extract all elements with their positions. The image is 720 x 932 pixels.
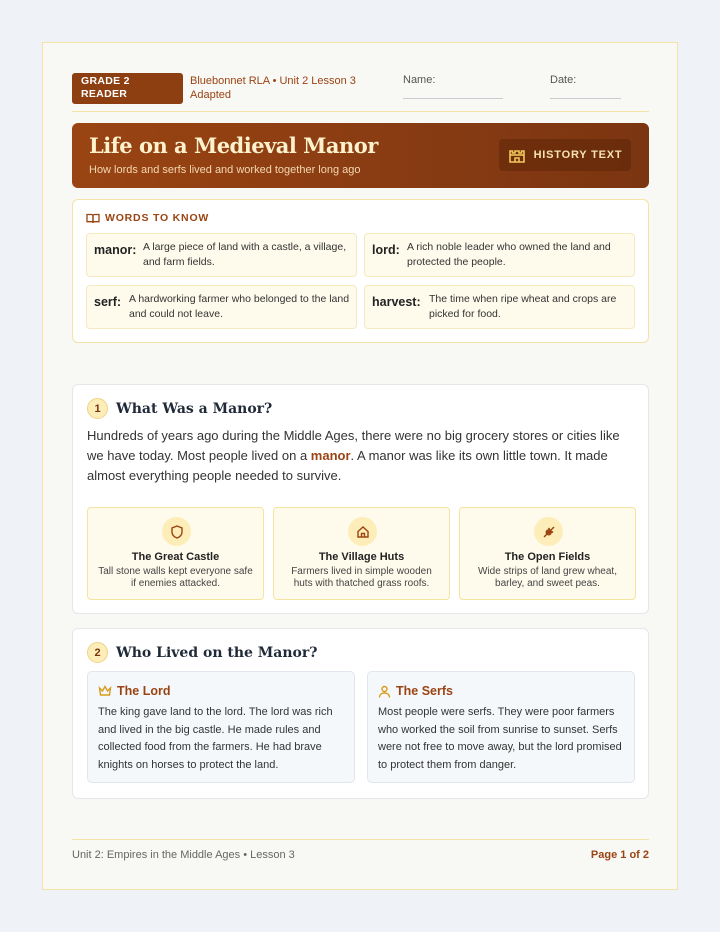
history-text-label: HISTORY TEXT [533, 149, 623, 161]
feature-description: Tall stone walls kept everyone safe if enemies attacked. [98, 566, 253, 589]
wheat-icon [534, 517, 563, 546]
feature-card-fields [459, 507, 636, 600]
feature-description: Wide strips of land grew wheat, barley, and sweet peas. [478, 566, 617, 589]
section-title: What Was a Manor? [116, 401, 273, 417]
footer-unit-label: Unit 2: Empires in the Middle Ages • Lesson 3 [72, 849, 295, 861]
highlight-word-manor: manor [310, 448, 351, 463]
worksheet-page [42, 42, 678, 890]
feature-title: The Village Huts [318, 551, 405, 563]
serfs-card-title [378, 684, 453, 698]
worksheet-footer [72, 839, 649, 869]
book-icon [86, 213, 100, 224]
lord-description: The king gave land to the lord. The lord was rich and lived in the big castle. He made rules and collected food from the farmers. He had brave knights on horses to protect the land. [98, 706, 333, 771]
section-number: 1 [87, 398, 108, 419]
course-label: Bluebonnet RLA • Unit 2 Lesson 3 Adapted [190, 75, 356, 101]
date-label: Date: [550, 74, 577, 86]
feature-card-huts [273, 507, 450, 600]
lord-title-text: The Lord [117, 684, 171, 698]
date-field[interactable] [550, 74, 576, 86]
vocab-card-serf [86, 285, 357, 329]
vocab-definition: The time when ripe wheat and crops are picked for food. [429, 293, 617, 320]
feature-card-castle [87, 507, 264, 600]
paragraph-text: Hundreds of years ago during the Middle Ages, there were no big grocery stores or cities like we have today. Most people lived on a [87, 428, 620, 463]
feature-title: The Great Castle [131, 551, 220, 563]
words-to-know-label: WORDS TO KNOW [105, 212, 210, 224]
vocab-word: lord: [372, 243, 400, 257]
words-to-know-heading [86, 212, 209, 224]
name-line [403, 98, 503, 99]
history-text-tag [499, 139, 631, 171]
vocab-word: harvest: [372, 295, 421, 309]
paragraph-text: . A manor was like its own little town. It made almost everything people needed to survive. [87, 448, 608, 483]
name-label: Name: [403, 74, 436, 86]
vocab-definition: A hardworking farmer who belonged to the land and could not leave. [129, 293, 350, 320]
vocab-definition: A rich noble leader who owned the land and protected the people. [407, 241, 611, 268]
feature-title: The Open Fields [504, 551, 591, 563]
castle-icon [508, 147, 526, 163]
vocab-word: serf: [94, 295, 122, 309]
house-icon [348, 517, 377, 546]
serfs-description: Most people were serfs. They were poor farmers who worked the soil from sunrise to sunset. Serfs were not free to move away, but the lord promised to protect them from danger. [378, 706, 622, 771]
words-to-know-box [72, 199, 649, 343]
page-subtitle: How lords and serfs lived and worked together long ago [89, 164, 361, 176]
vocab-card-harvest [364, 285, 635, 329]
serfs-card [367, 671, 635, 783]
lord-card [87, 671, 355, 783]
section-paragraph [87, 426, 637, 486]
feature-description: Farmers lived in simple wooden huts with thatched grass roofs. [291, 566, 432, 589]
section-number: 2 [87, 642, 108, 663]
section-who-lived-on-the-manor [72, 628, 649, 799]
vocab-word: manor: [94, 243, 137, 257]
title-banner [72, 123, 649, 188]
crown-icon [98, 685, 112, 697]
vocab-definition: A large piece of land with a castle, a village, and farm fields. [143, 241, 347, 268]
shield-icon [162, 517, 191, 546]
page-title: Life on a Medieval Manor [89, 133, 378, 158]
date-line [550, 98, 621, 99]
section-title: Who Lived on the Manor? [116, 645, 318, 661]
page-number: Page 1 of 2 [590, 849, 649, 861]
vocab-card-manor [86, 233, 357, 277]
serfs-title-text: The Serfs [396, 684, 453, 698]
grade-badge: GRADE 2 READER [72, 73, 183, 104]
person-icon [378, 685, 391, 698]
worksheet-header [72, 72, 649, 112]
name-field[interactable] [403, 74, 435, 86]
lord-card-title [98, 684, 170, 698]
section-what-was-a-manor [72, 384, 649, 614]
vocab-card-lord [364, 233, 635, 277]
